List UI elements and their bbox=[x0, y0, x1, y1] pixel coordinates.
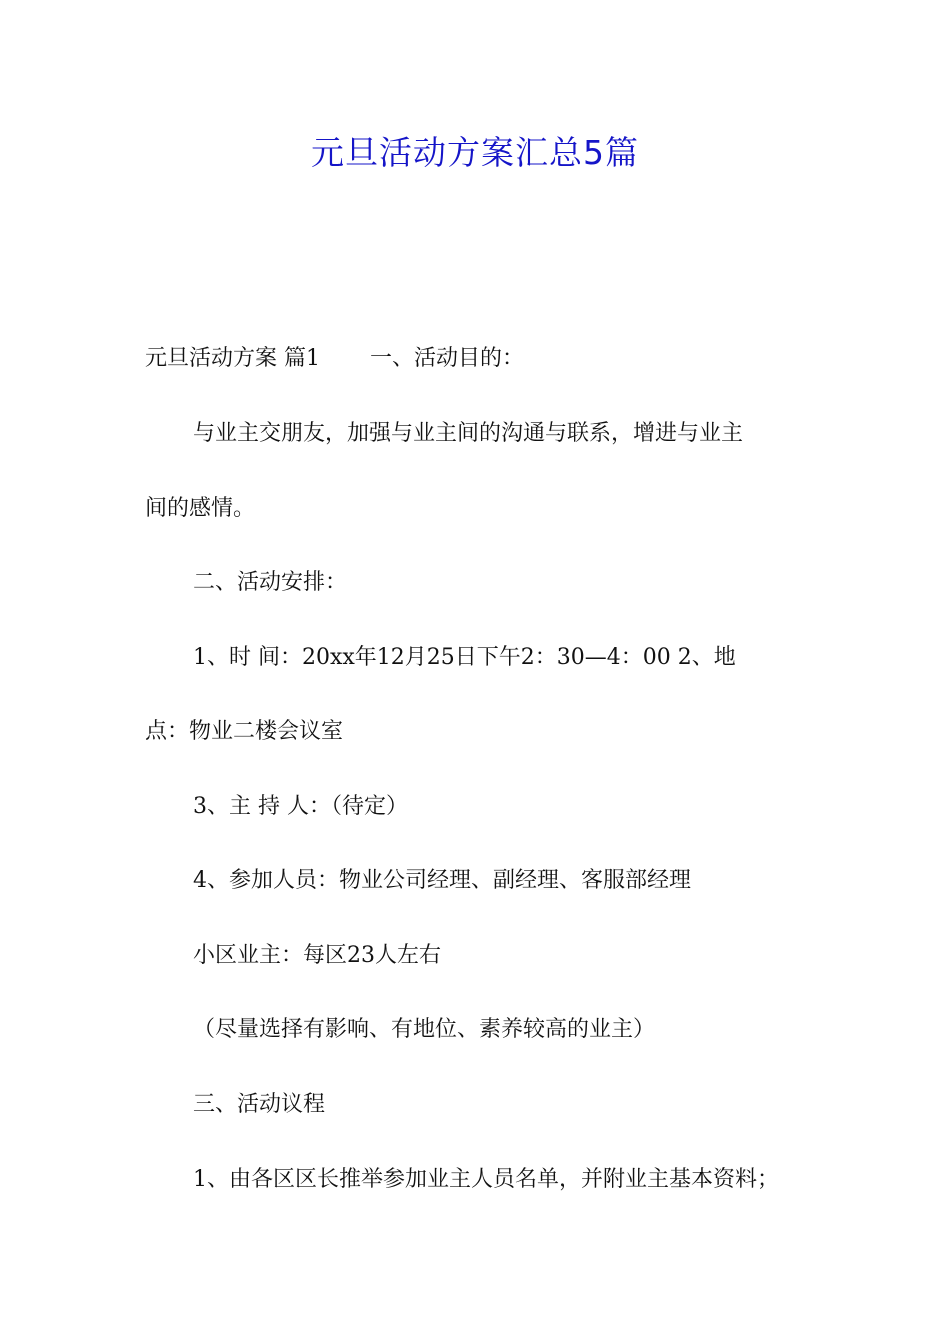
paragraph-host: 3、主 持 人：（待定） bbox=[193, 794, 408, 819]
paragraph-residents: 小区业主：每区23人左右 bbox=[193, 943, 441, 968]
paragraph-purpose-line-2: 间的感情。 bbox=[145, 496, 256, 521]
paragraph-agenda-item-1: 1、由各区区长推举参加业主人员名单，并附业主基本资料； bbox=[193, 1167, 779, 1192]
paragraph-participants: 4、参加人员：物业公司经理、副经理、客服部经理 bbox=[193, 868, 691, 893]
heading-activity-arrangement: 二、活动安排： bbox=[193, 570, 348, 595]
paragraph-purpose-line-1: 与业主交朋友，加强与业主间的沟通与联系，增进与业主 bbox=[193, 421, 744, 446]
heading-activity-agenda: 三、活动议程 bbox=[193, 1092, 326, 1117]
paragraph-section-heading bbox=[145, 344, 524, 374]
paragraph-time-line-1: 1、时 间：20xx年12月25日下午2：30—4：00 2、地 bbox=[193, 645, 736, 670]
paragraph-selection-note: （尽量选择有影响、有地位、素养较高的业主） bbox=[193, 1017, 656, 1042]
section-label: 元旦活动方案 篇1 bbox=[145, 346, 320, 371]
paragraph-time-line-2: 点：物业二楼会议室 bbox=[145, 719, 344, 744]
heading-activity-purpose: 一、活动目的： bbox=[370, 346, 525, 371]
document-title: 元旦活动方案汇总5篇 bbox=[311, 133, 639, 172]
